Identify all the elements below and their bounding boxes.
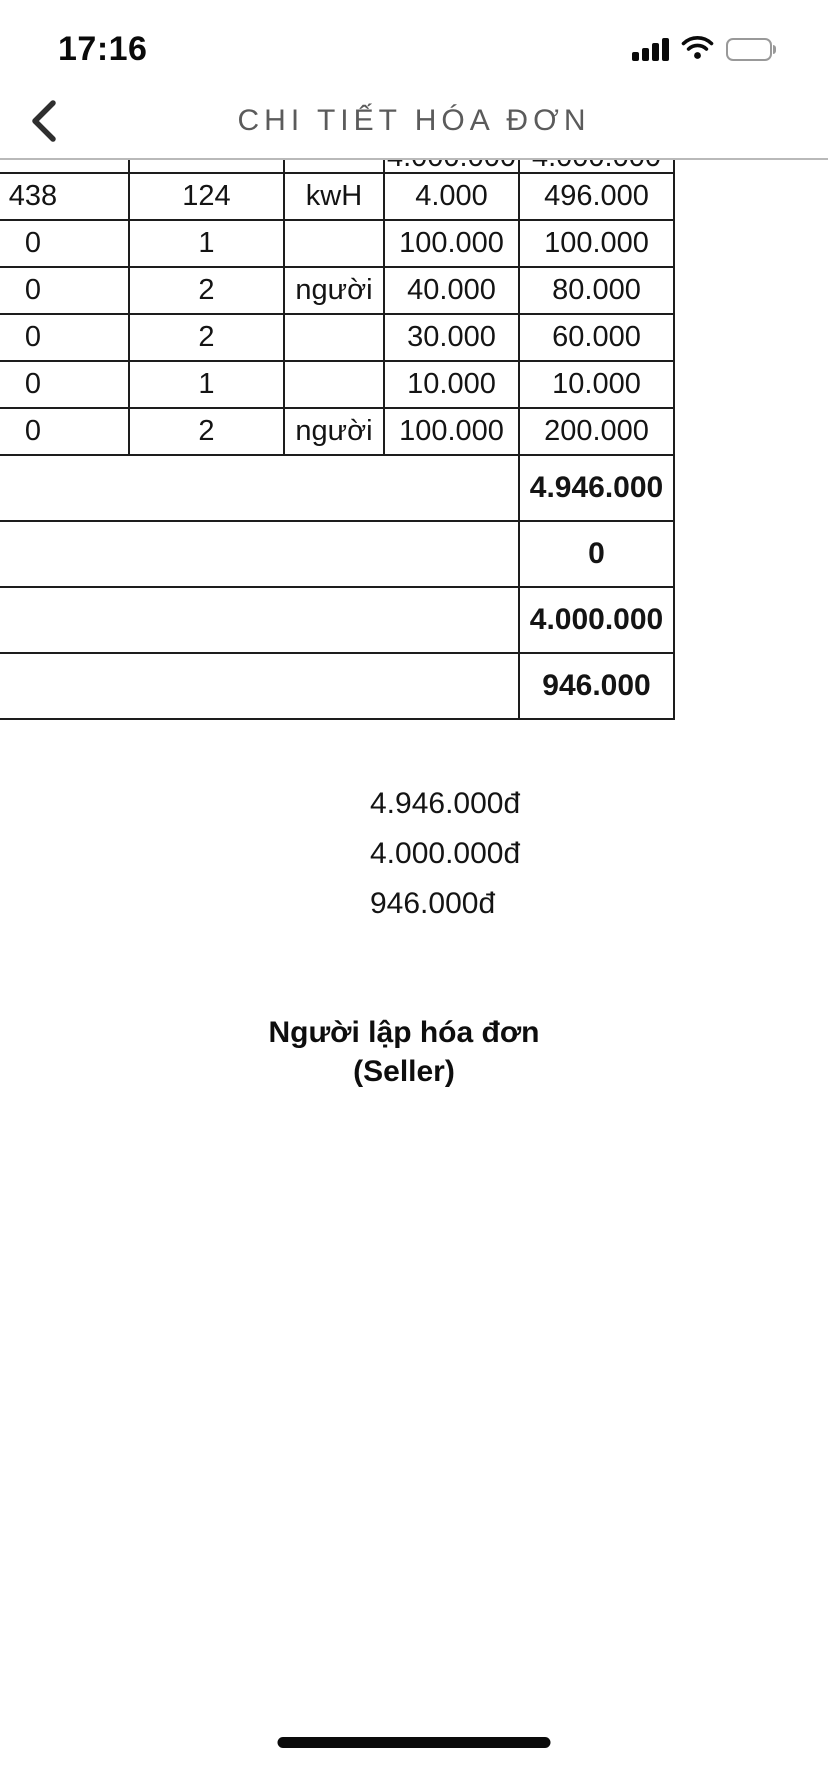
totals-block (370, 788, 520, 938)
table-cell (130, 160, 285, 174)
table-cell: người (285, 409, 385, 456)
table-row (0, 221, 675, 268)
table-row (0, 315, 675, 362)
table-cell: 496.000 (520, 174, 675, 221)
table-cell: 80.000 (520, 268, 675, 315)
summary-label-cell (0, 654, 520, 720)
table-cell: 10.000 (385, 362, 520, 409)
summary-row (0, 654, 675, 720)
summary-label-cell (0, 522, 520, 588)
summary-row (0, 456, 675, 522)
status-bar (0, 0, 828, 84)
summary-row (0, 522, 675, 588)
page-title: CHI TIẾT HÓA ĐƠN (237, 104, 591, 137)
summary-label-cell (0, 456, 520, 522)
signature-block (0, 1013, 808, 1091)
summary-value-cell: 4.946.000 (520, 456, 675, 522)
table-row (0, 362, 675, 409)
wifi-icon (680, 34, 715, 65)
table-cell (285, 221, 385, 268)
table-cell: 2 (130, 268, 285, 315)
table-cell: 200.000 (520, 409, 675, 456)
table-cell: 0 (0, 362, 130, 409)
home-indicator[interactable] (278, 1737, 551, 1748)
table-cell: 1 (130, 221, 285, 268)
table-cell (285, 160, 385, 174)
table-cell: 4.000 (385, 174, 520, 221)
table-cell: 100.000 (385, 221, 520, 268)
summary-value-cell: 946.000 (520, 654, 675, 720)
pretax-amount: 4.000.000đ (370, 837, 521, 870)
table-cell: 40.000 (385, 268, 520, 315)
table-row (0, 174, 675, 221)
nav-header (0, 84, 828, 160)
table-cell: 60.000 (520, 315, 675, 362)
table-cell (285, 315, 385, 362)
table-cell: 2 (130, 315, 285, 362)
table-cell (285, 362, 385, 409)
tax-amount: 946.000đ (370, 887, 496, 920)
table-cell: kwH (285, 174, 385, 221)
table-row-clipped (0, 160, 675, 174)
table-cell: 1 (130, 362, 285, 409)
table-cell (385, 160, 520, 174)
signature-subtitle: (Seller) (353, 1055, 455, 1088)
summary-row (0, 588, 675, 654)
table-cell: 0 (0, 315, 130, 362)
table-row (0, 409, 675, 456)
cellular-signal-icon (632, 38, 669, 61)
status-time: 17:16 (58, 29, 148, 68)
table-cell: 100.000 (385, 409, 520, 456)
table-cell: người (285, 268, 385, 315)
table-cell: 100.000 (520, 221, 675, 268)
table-cell (520, 160, 675, 174)
back-button[interactable] (14, 92, 74, 152)
table-cell: 0 (0, 221, 130, 268)
total-amount: 4.946.000đ (370, 787, 521, 820)
table-row (0, 268, 675, 315)
chevron-left-icon (30, 99, 58, 146)
table-cell: 10.000 (520, 362, 675, 409)
battery-icon (726, 38, 776, 61)
table-cell (0, 160, 130, 174)
table-cell: 0 (0, 409, 130, 456)
table-cell: 438 (0, 174, 130, 221)
signature-title: Người lập hóa đơn (268, 1016, 540, 1049)
table-cell: 2 (130, 409, 285, 456)
invoice-table[interactable] (0, 160, 675, 720)
table-cell: 124 (130, 174, 285, 221)
summary-value-cell: 4.000.000 (520, 588, 675, 654)
summary-value-cell: 0 (520, 522, 675, 588)
table-cell: 30.000 (385, 315, 520, 362)
status-icons (632, 34, 776, 65)
summary-label-cell (0, 588, 520, 654)
table-cell: 0 (0, 268, 130, 315)
